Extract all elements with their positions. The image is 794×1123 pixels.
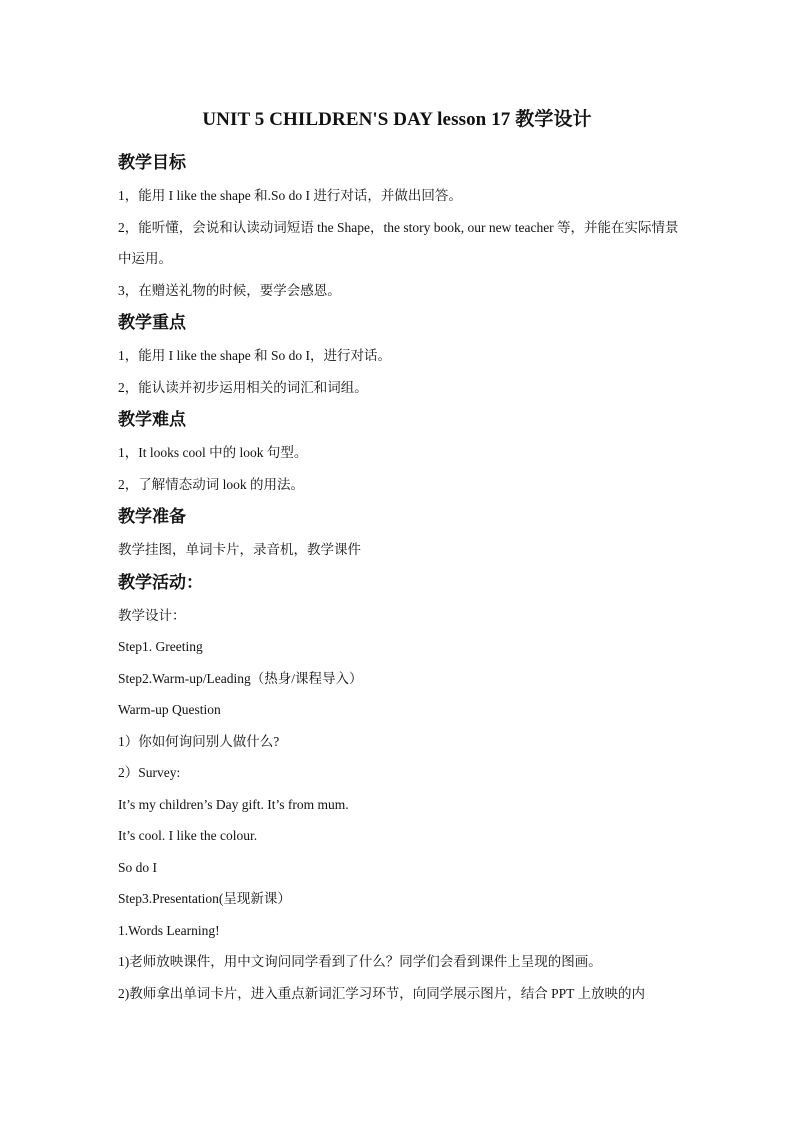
paragraph: 1.Words Learning!: [118, 922, 220, 938]
paragraph: 2)教师拿出单词卡片，进入重点新词汇学习环节，向同学展示图片，结合 PPT 上放映的内: [118, 985, 646, 1001]
paragraph: It’s my children’s Day gift. It’s from mum.: [118, 796, 349, 812]
section-heading-activities: 教学活动：: [118, 572, 203, 593]
paragraph: It’s cool. I like the colour.: [118, 828, 258, 843]
paragraph: 教学挂图，单词卡片，录音机，教学课件: [118, 542, 361, 557]
paragraph: 教学设计：: [118, 607, 186, 623]
paragraph: 1，能用 I like the shape 和.So do I 进行对话，并做出回答。: [118, 188, 462, 203]
paragraph: So do I: [118, 859, 158, 875]
paragraph: 1）你如何询问别人做什么?: [118, 733, 280, 749]
paragraph: 1，能用 I like the shape 和 So do I，进行对话。: [118, 348, 391, 363]
paragraph: Step3.Presentation(呈现新课）: [118, 891, 291, 906]
section-heading-key-points: 教学重点: [118, 313, 186, 333]
paragraph: 1)老师放映课件，用中文询问同学看到了什么？同学们会看到课件上呈现的图画。: [118, 954, 602, 969]
paragraph: 2）Survey:: [118, 765, 181, 780]
paragraph: 1，It looks cool 中的 look 句型。: [118, 445, 308, 460]
paragraph: 3，在赠送礼物的时候，要学会感恩。: [118, 282, 341, 298]
paragraph: Step1. Greeting: [118, 639, 203, 654]
paragraph: Warm-up Question: [118, 702, 221, 717]
section-heading-objectives: 教学目标: [118, 153, 186, 173]
document-body: [118, 146, 684, 1009]
paragraph: Step2.Warm-up/Leading（热身/课程导入）: [118, 670, 363, 686]
section-heading-preparation: 教学准备: [118, 507, 186, 527]
paragraph: 2，能听懂，会说和认读动词短语 the Shape，the story book, our new teacher 等，并能在实际情景中运用。: [118, 219, 679, 266]
paragraph: 2，了解情态动词 look 的用法。: [118, 476, 305, 492]
paragraph: 2，能认读并初步运用相关的词汇和词组。: [118, 379, 368, 395]
document-title: UNIT 5 CHILDREN'S DAY lesson 17 教学设计: [202, 109, 592, 130]
section-heading-difficulties: 教学难点: [118, 410, 186, 430]
